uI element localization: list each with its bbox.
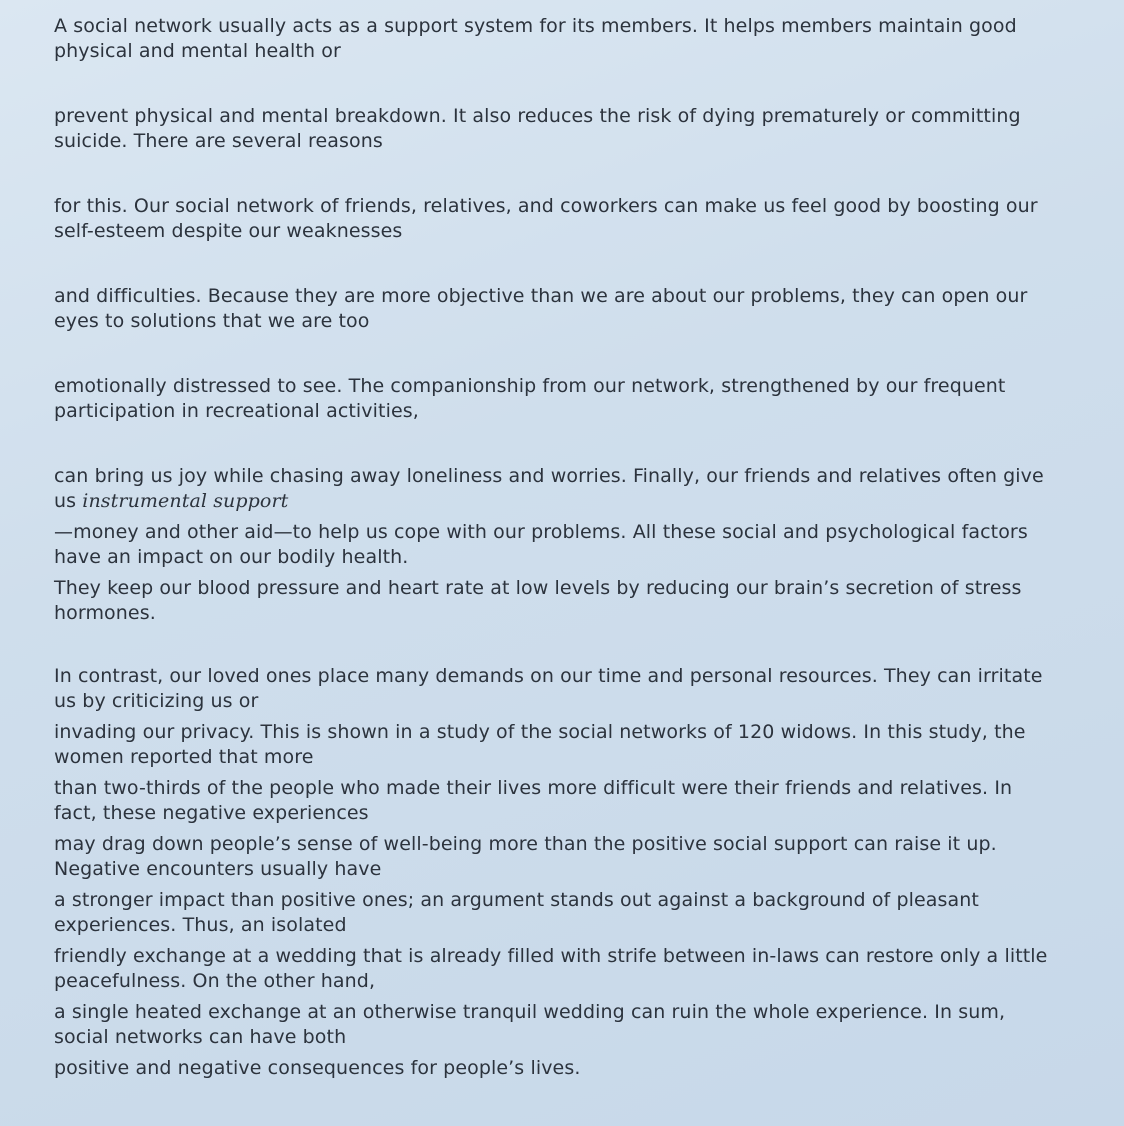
text-line-2: prevent physical and mental breakdown. It also reduces the risk of dying prematurely or committing suicide. There are several reasons	[54, 105, 1021, 152]
text-line-14: friendly exchange at a wedding that is already filled with strife between in-laws can restore only a little peacefulness. On the other hand,	[54, 945, 1048, 992]
text-line-9: In contrast, our loved ones place many demands on our time and personal resources. They can irritate us by criticizing us or	[54, 665, 1043, 712]
text-line-6-main: can bring us joy while chasing away loneliness and worries. Finally, our friends and relatives often give us	[54, 465, 1044, 512]
text-line-5: emotionally distressed to see. The companionship from our network, strengthened by our frequent participation in recreational activities,	[54, 375, 1006, 422]
text-line-13: a stronger impact than positive ones; an argument stands out against a background of pleasant experiences. Thus, an isolated	[54, 889, 979, 936]
text-line-10: invading our privacy. This is shown in a study of the social networks of 120 widows. In this study, the women reported that more	[54, 721, 1026, 768]
text-line-12: may drag down people’s sense of well-being more than the positive social support can raise it up. Negative encounters usually have	[54, 833, 997, 880]
text-line-11: than two-thirds of the people who made their lives more difficult were their friends and relatives. In fact, these negative experiences	[54, 777, 1013, 824]
text-line-4: and difficulties. Because they are more objective than we are about our problems, they can open our eyes to solutions that we are too	[54, 285, 1028, 332]
text-line-7: —money and other aid—to help us cope with our problems. All these social and psychological factors have an impact on our bodily health.	[54, 521, 1028, 568]
text-line-3: for this. Our social network of friends, relatives, and coworkers can make us feel good by boosting our self-esteem despite our weaknesses	[54, 195, 1038, 242]
text-line-1: A social network usually acts as a support system for its members. It helps members maintain good physical and mental health or	[54, 15, 1017, 62]
text-line-16: positive and negative consequences for people’s lives.	[54, 1057, 581, 1079]
text-line-6	[54, 464, 1054, 514]
text-line-8: They keep our blood pressure and heart rate at low levels by reducing our brain’s secretion of stress hormones.	[54, 577, 1022, 624]
instrumental-support-term: instrumental support	[82, 490, 289, 512]
text-line-15: a single heated exchange at an otherwise tranquil wedding can ruin the whole experience. In sum, social networks can have both	[54, 1001, 1006, 1048]
